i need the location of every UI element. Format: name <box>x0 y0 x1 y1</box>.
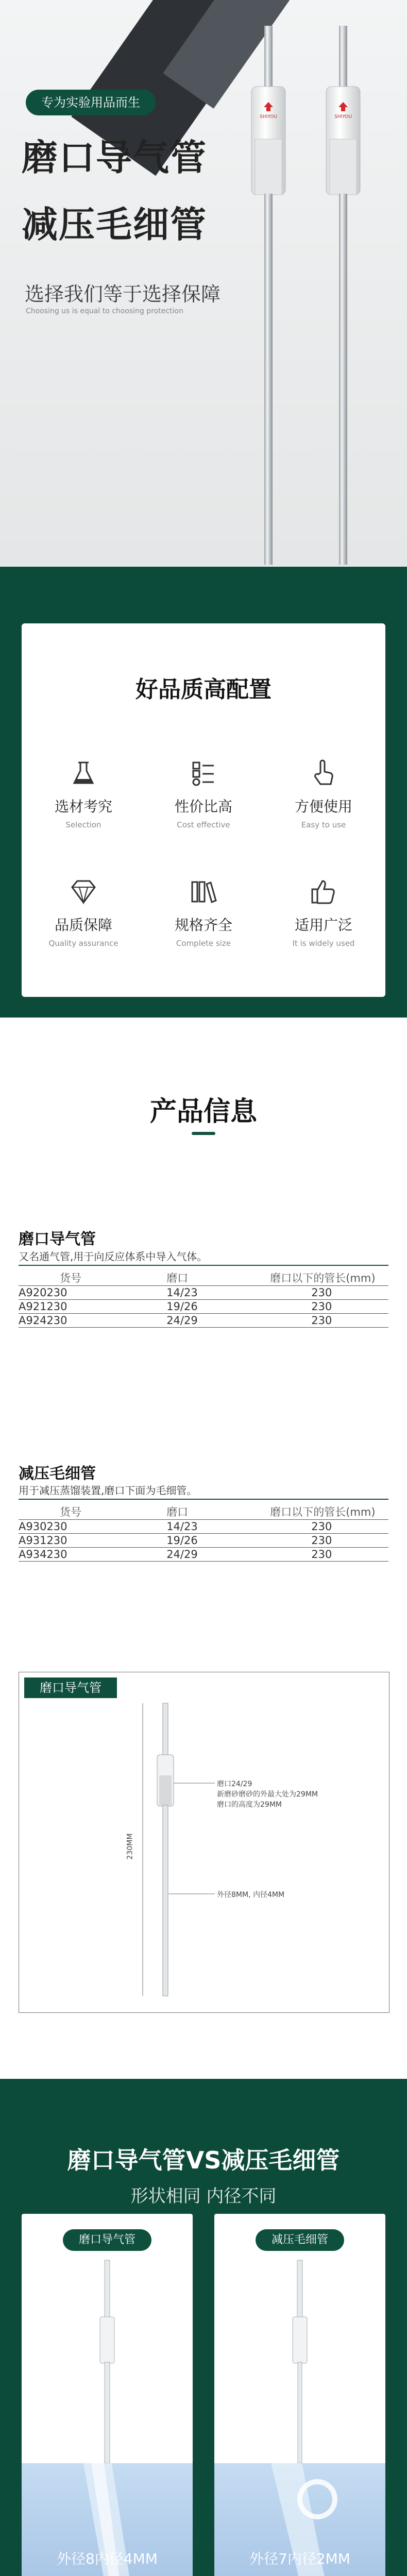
table-header-row: 货号 磨口 磨口以下的管长(mm) <box>19 1504 388 1520</box>
product1-name: 磨口导气管 <box>19 1230 96 1248</box>
tube-image-right <box>214 2214 385 2463</box>
tube2-top <box>339 26 347 88</box>
brand-logo-text: SHIYOU <box>334 114 352 120</box>
info-title-bar <box>192 1132 215 1135</box>
feature-label-en: Easy to use <box>301 820 346 829</box>
table-row: A930230 14/23 230 <box>19 1520 388 1534</box>
feature-item <box>152 876 255 948</box>
dimension-diagram <box>19 1672 389 2013</box>
compare-tag-right: 减压毛细管 <box>256 2229 344 2251</box>
feature-label: 品质保障 <box>54 917 112 934</box>
hero-title-line2: 减压毛细管 <box>22 204 207 246</box>
compare-panel-left <box>22 2214 193 2576</box>
info-title: 产品信息 <box>149 1096 257 1127</box>
compare-section <box>0 2079 407 2576</box>
tube1-stem <box>264 194 273 565</box>
product2-spec-table <box>19 1504 388 1562</box>
table-row: A924230 24/29 230 <box>19 1314 388 1328</box>
compare-tag-left: 磨口导气管 <box>63 2229 151 2251</box>
feature-label: 性价比高 <box>174 798 232 815</box>
feature-label: 适用广泛 <box>294 917 352 934</box>
product-info-section <box>0 1018 407 2079</box>
hand-pointer-icon <box>308 757 339 788</box>
hero-slogan-en: Choosing us is equal to choosing protection <box>26 307 183 315</box>
diagram-tag: 磨口导气管 <box>24 1677 117 1698</box>
feature-section <box>0 567 407 1018</box>
feature-item <box>32 757 135 829</box>
tube-drawing <box>19 1672 389 2012</box>
feature-label-en: Selection <box>65 820 101 829</box>
product1-desc: 又名通气管,用于向反应体系中导入气体。 <box>19 1250 208 1263</box>
diamond-icon <box>68 876 99 907</box>
feature-item <box>272 757 375 829</box>
list-icon <box>188 757 219 788</box>
table-row: A934230 24/29 230 <box>19 1548 388 1562</box>
tube1-top <box>264 26 273 88</box>
feature-card <box>22 623 385 997</box>
feature-label: 规格齐全 <box>174 917 232 934</box>
compare-caption-right: 外径7内径2MM <box>249 2550 350 2567</box>
table-row: A920230 14/23 230 <box>19 1286 388 1300</box>
compare-panel-right <box>214 2214 385 2576</box>
hero-slogan: 选择我们等于选择保障 <box>25 283 221 306</box>
feature-label: 方便使用 <box>294 798 352 815</box>
product2-desc: 用于减压蒸馏装置,磨口下面为毛细管。 <box>19 1484 197 1497</box>
flask-icon <box>68 757 99 788</box>
hero-title-line1: 磨口导气管 <box>22 137 207 179</box>
table-header-row: 货号 磨口 磨口以下的管长(mm) <box>19 1270 388 1286</box>
table-row: A931230 19/26 230 <box>19 1534 388 1548</box>
table-row: A921230 19/26 230 <box>19 1300 388 1314</box>
diagram-note-stem: 外径8MM, 内径4MM <box>217 1891 285 1899</box>
feature-item <box>152 757 255 829</box>
compare-subtitle: 形状相同 内径不同 <box>130 2186 277 2207</box>
feature-title: 好品质高配置 <box>135 676 272 703</box>
diagram-note-height: 磨口的高度为29MM <box>217 1801 282 1809</box>
compare-caption-left: 外径8内径4MM <box>57 2550 158 2567</box>
thumbs-up-icon <box>308 876 339 907</box>
product2-name: 减压毛细管 <box>19 1465 96 1483</box>
feature-label: 选材考究 <box>54 798 112 815</box>
hero-tagline-pill: 专为实验用品而生 <box>26 90 156 115</box>
feature-label-en: Quality assurance <box>48 939 118 948</box>
compare-title: 磨口导气管VS减压毛细管 <box>67 2146 340 2174</box>
feature-label-en: Cost effective <box>177 820 230 829</box>
feature-item <box>272 876 375 948</box>
tube-image-left <box>22 2214 193 2463</box>
brand-logo-text: SHIYOU <box>260 114 277 120</box>
product1-spec-table <box>19 1270 388 1328</box>
feature-label-en: Complete size <box>176 939 231 948</box>
feature-label-en: It is widely used <box>292 939 355 948</box>
diagram-note-diameter: 新磨砂磨砂的外最大处为29MM <box>217 1790 318 1799</box>
diagram-note-joint: 磨口24/29 <box>217 1780 252 1788</box>
books-icon <box>188 876 219 907</box>
hero-section <box>0 0 407 567</box>
feature-item <box>32 876 135 948</box>
diagram-length-label: 230MM <box>126 1833 134 1860</box>
tube2-stem <box>339 194 347 565</box>
